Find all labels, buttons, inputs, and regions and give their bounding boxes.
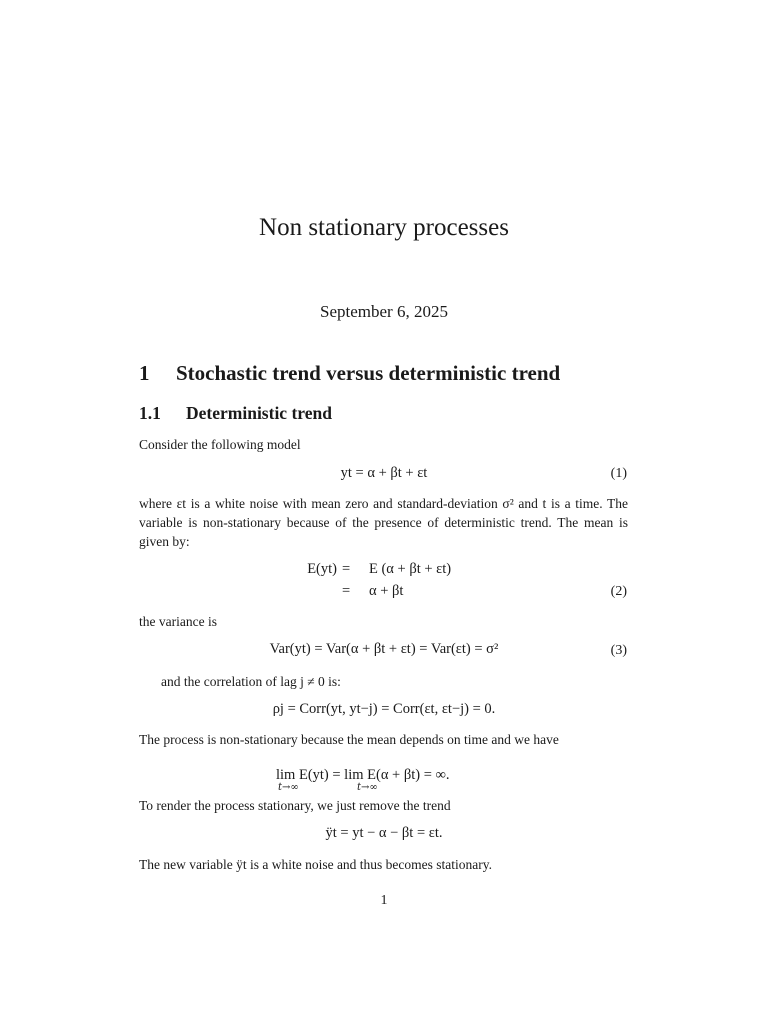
- page-number: 1: [380, 893, 388, 908]
- equation-5-sub-1: t→∞: [278, 782, 299, 793]
- equation-1-number: (1): [610, 466, 627, 481]
- section-title: Stochastic trend versus deterministic trend: [176, 361, 561, 385]
- equation-3-body: Var(yt) = Var(α + βt + εt) = Var(εt) = σ²: [269, 641, 499, 657]
- equation-4: [0, 701, 768, 718]
- equation-5: lim E(yt) = lim E(α + βt) = ∞.: [276, 767, 450, 783]
- paragraph-correlation: and the correlation of lag j ≠ 0 is:: [161, 674, 341, 689]
- equation-5-sub-2: t→∞: [357, 782, 378, 793]
- equation-1-body: yt = α + βt + εt: [340, 465, 428, 481]
- paragraph-variance: the variance is: [139, 614, 217, 629]
- subsection-heading: [139, 403, 332, 424]
- equation-2-number: (2): [610, 584, 627, 599]
- subsection-number: 1.1: [139, 403, 161, 423]
- section-heading: [139, 361, 560, 386]
- equation-2-rel-2: =: [342, 583, 351, 599]
- paragraph-intro: Consider the following model: [139, 437, 301, 452]
- equation-2-rel-1: =: [342, 561, 351, 577]
- equation-2-rhs-1: E (α + βt + εt): [369, 561, 452, 577]
- document-title: Non stationary processes: [259, 214, 509, 241]
- equation-3-number: (3): [610, 643, 627, 658]
- subsection-title: Deterministic trend: [186, 403, 332, 423]
- equation-2-rhs-2: α + βt: [369, 583, 404, 599]
- paragraph-nonstationary: The process is non-stationary because the mean depends on time and we have: [139, 732, 559, 747]
- section-number: 1: [139, 361, 150, 385]
- paragraph-new-variable: The new variable ÿt is a white noise and thus becomes stationary.: [139, 857, 493, 872]
- equation-2-lhs: E(yt): [307, 561, 337, 577]
- equation-4-body: ρj = Corr(yt, yt−j) = Corr(εt, εt−j) = 0.: [272, 701, 496, 717]
- equation-3: [0, 641, 768, 658]
- document-date: September 6, 2025: [320, 302, 448, 321]
- paragraph-white-noise: where εt is a white noise with mean zero and standard-deviation σ² and t is a time. The variable is non-stationary because of the presence of deterministic trend. The mean is given by:: [139, 496, 628, 549]
- equation-6: [0, 825, 768, 842]
- equation-1: [0, 465, 768, 482]
- paragraph-remove-trend: To render the process stationary, we just remove the trend: [139, 798, 451, 813]
- equation-6-body: ÿt = yt − α − βt = εt.: [325, 825, 443, 841]
